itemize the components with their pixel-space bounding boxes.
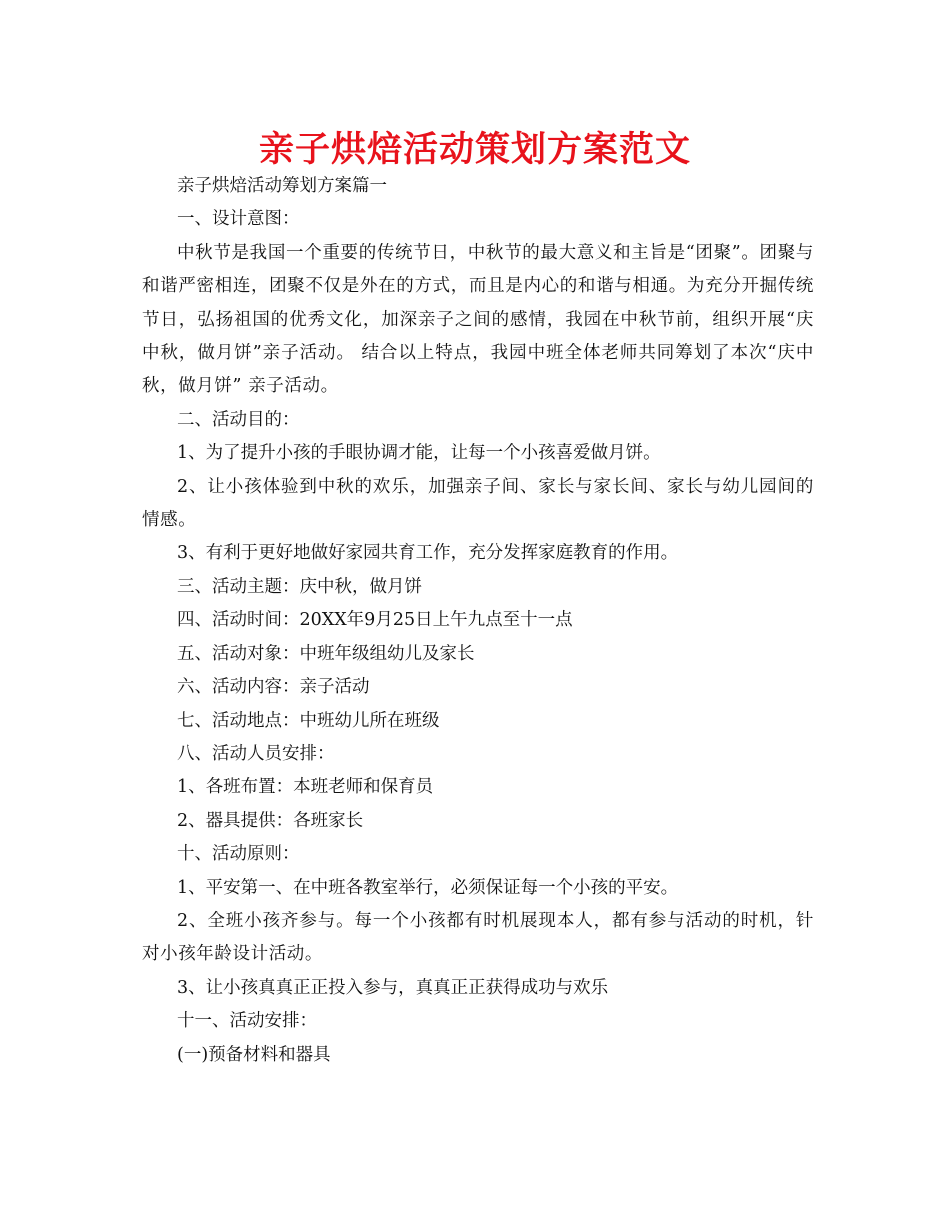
list-item: 1、为了提升小孩的手眼协调才能，让每一个小孩喜爱做月饼。 bbox=[177, 443, 661, 464]
section-heading: 十、活动原则： bbox=[177, 844, 300, 865]
section-heading: 亲子烘焙活动筹划方案篇一 bbox=[177, 176, 387, 196]
section-heading: 二、活动目的： bbox=[177, 409, 300, 430]
section-heading: 一、设计意图： bbox=[177, 209, 300, 230]
section-heading: 三、活动主题：庆中秋，做月饼 bbox=[177, 576, 422, 597]
section-heading: 六、活动内容：亲子活动 bbox=[177, 677, 370, 698]
paragraph-text: 中秋节是我国一个重要的传统节日，中秋节的最大意义和主旨是“团聚”。团聚与和谐严密相连，团聚不仅是外在的方式，而且是内心的和谐与相通。为充分开掘传统节日，弘扬祖国的优秀文化，加深亲子之间的感情，我园在中秋节前，组织开展“庆中秋，做月饼”亲子活动。 结合以上特点，我园中班全体老师共同筹划了本次“庆中秋，做月饼” 亲子活动。 bbox=[142, 242, 814, 397]
list-item: 1、平安第一、在中班各教室举行，必须保证每一个小孩的平安。 bbox=[177, 877, 679, 898]
list-item: 2、全班小孩齐参与。每一个小孩都有时机展现本人，都有参与活动的时机，针对小孩年龄设计活动。 bbox=[142, 910, 814, 965]
list-item: 2、让小孩体验到中秋的欢乐，加强亲子间、家长与家长间、家长与幼儿园间的情感。 bbox=[142, 476, 814, 531]
section-heading: 七、活动地点：中班幼儿所在班级 bbox=[177, 710, 440, 731]
document-body bbox=[142, 170, 814, 1072]
document-title: 亲子烘焙活动策划方案范文 bbox=[258, 130, 691, 170]
section-heading: 四、活动时间：20XX年9月25日上午九点至十一点 bbox=[177, 610, 573, 631]
list-item: 3、有利于更好地做好家园共育工作，充分发挥家庭教育的作用。 bbox=[177, 543, 679, 564]
list-item: 2、器具提供：各班家长 bbox=[177, 810, 364, 831]
list-item: (一)预备材料和器具 bbox=[177, 1044, 331, 1065]
list-item: 3、让小孩真真正正投入参与，真真正正获得成功与欢乐 bbox=[177, 977, 609, 998]
section-heading: 八、活动人员安排： bbox=[177, 743, 335, 764]
section-heading: 十一、活动安排： bbox=[177, 1011, 317, 1032]
list-item: 1、各班布置：本班老师和保育员 bbox=[177, 777, 434, 798]
section-heading: 五、活动对象：中班年级组幼儿及家长 bbox=[177, 643, 475, 664]
